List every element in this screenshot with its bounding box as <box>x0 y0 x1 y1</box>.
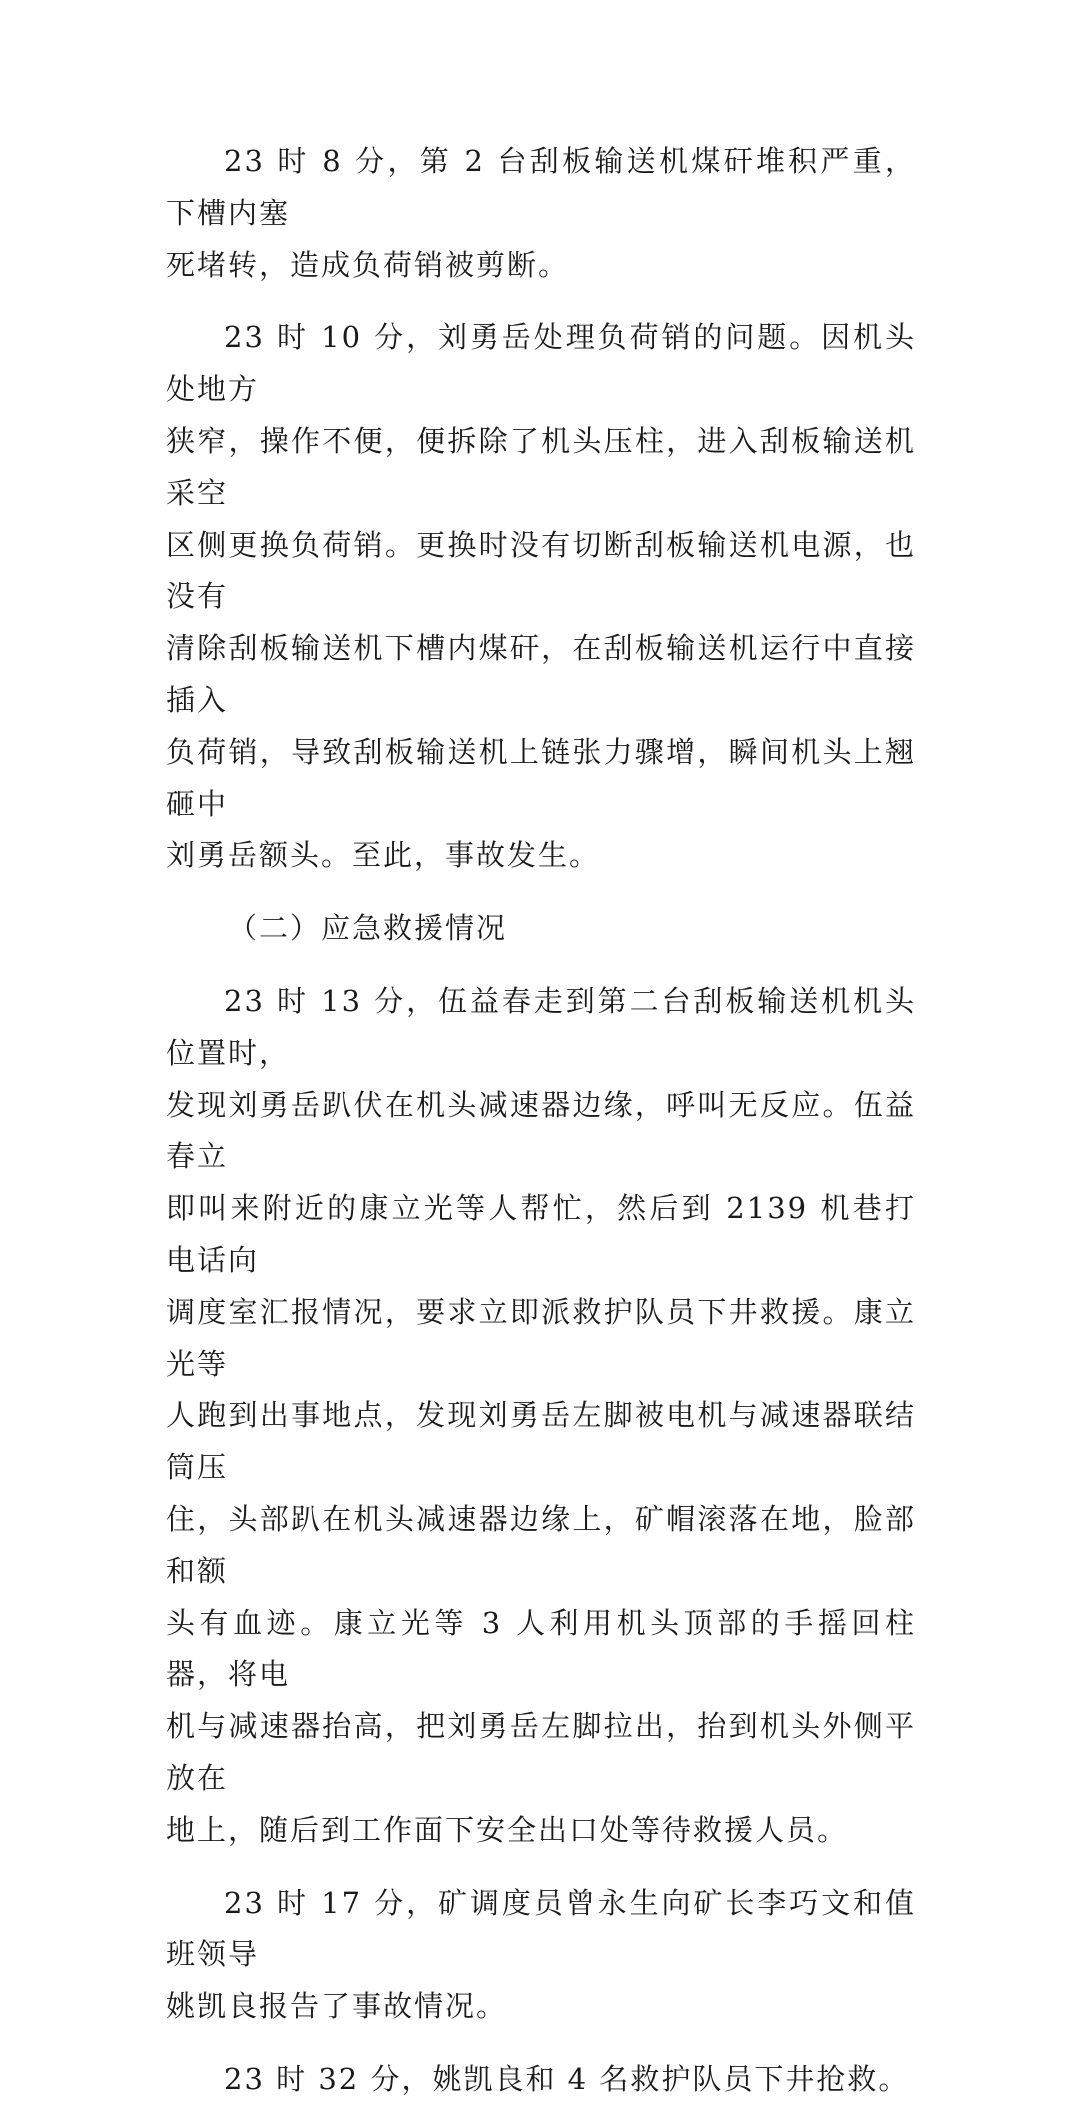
section-heading-emergency-rescue: （二）应急救援情况 <box>228 911 508 946</box>
paragraph-2313-discovery: 23 时 13 分，伍益春走到第二台刮板输送机机头位置时， 发现刘勇岳趴伏在机头减速器边缘，呼叫无反应。伍益春立 即叫来附近的康立光等人帮忙，然后到 2139 机巷打电话向 调度室汇报情况，要求立即派救护队员下井救援。康立光等 人跑到出事地点，发现刘勇岳左脚被电机与减速器联结筒压 住，头部趴在机头减速器边缘上，矿帽滚落在地，脸部和额 头有血迹。康立光等 3 人利用机头顶部的手摇回柱器，将电 机与减速器抬高，把刘勇岳左脚拉出，抬到机头外侧平放在 地上，随后到工作面下安全出口处等待救援人员。 <box>166 983 916 1847</box>
paragraph-2310-pin-replacement: 23 时 10 分，刘勇岳处理负荷销的问题。因机头处地方 狭窄，操作不便，便拆除了机头压柱，进入刮板输送机采空 区侧更换负荷销。更换时没有切断刮板输送机电源，也没有 清除刮板输送机下槽内煤矸，在刮板输送机运行中直接插入 负荷销，导致刮板输送机上链张力骤增，瞬间机头上翘砸中 刘勇岳额头。至此，事故发生。 <box>166 320 916 873</box>
paragraph-2308-conveyor-jam: 23 时 8 分，第 2 台刮板输送机煤矸堆积严重，下槽内塞 死堵转，造成负荷销被剪断。 <box>166 144 916 282</box>
paragraph-2317-report: 23 时 17 分，矿调度员曾永生向矿长李巧文和值班领导 姚凯良报告了事故情况。 <box>166 1885 916 2024</box>
document-body <box>166 136 916 2127</box>
paragraph-2332-rescue-team: 23 时 32 分，姚凯良和 4 名救护队员下井抢救。 <box>224 2061 910 2096</box>
